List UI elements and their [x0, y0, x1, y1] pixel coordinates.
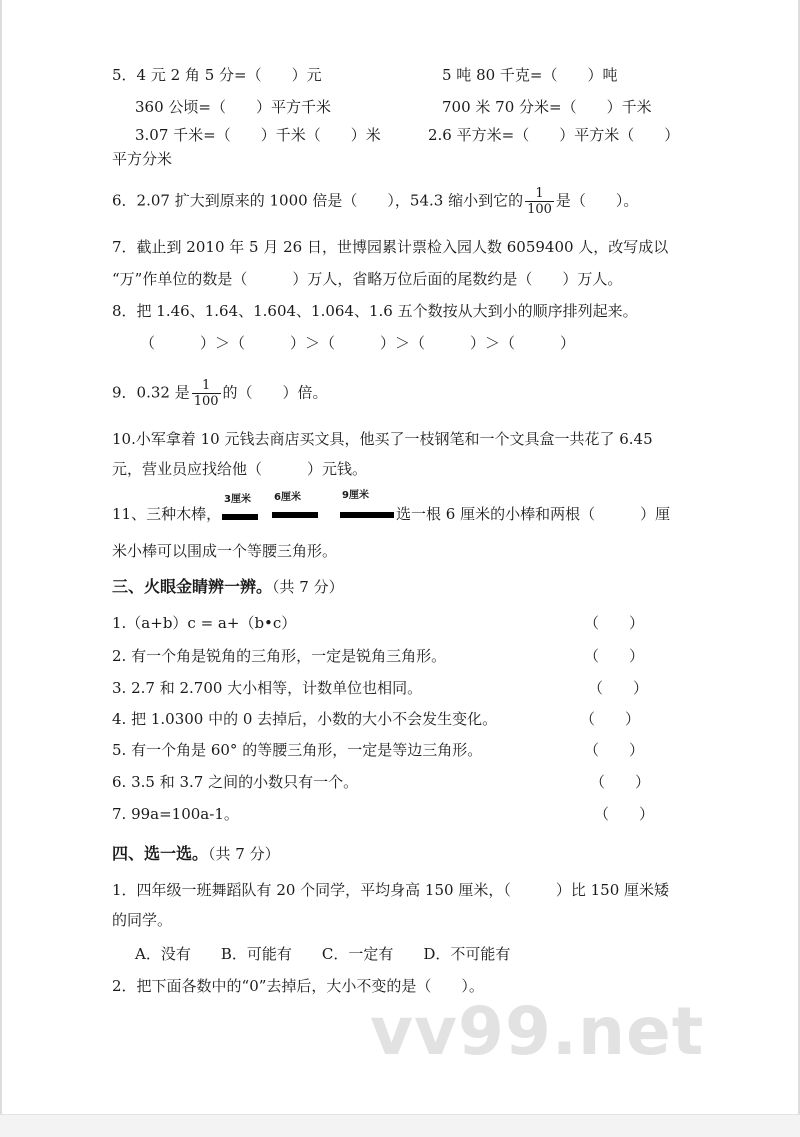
section4-heading — [112, 843, 280, 865]
q5-row4: 平方分米 — [112, 150, 173, 168]
section3-title: 三、火眼金睛辨一辨。 — [112, 577, 273, 596]
q9-fraction-numerator: 1 — [192, 378, 221, 394]
q9-line — [112, 378, 328, 409]
s4-q1-line1: 1．四年级一班舞蹈队有 20 个同学，平均身高 150 厘米，（ ）比 150 厘米矮 — [112, 881, 670, 899]
stick-9cm-bar — [340, 512, 394, 518]
section3-heading — [112, 576, 344, 598]
stick-9cm — [340, 490, 396, 518]
judge-item-2: 2. 有一个角是锐角的三角形，一定是锐角三角形。 — [112, 647, 447, 665]
stick-6cm-bar — [272, 512, 318, 518]
s4-q1-options: A．没有 B．可能有 C．一定有 D．不可能有 — [135, 945, 511, 963]
q11-suffix: 选一根 6 厘米的小棒和两根（ ）厘 — [396, 505, 671, 523]
q9-part2: 的（ ）倍。 — [222, 383, 328, 402]
judge-item-7: 7. 99a=100a-1。 — [112, 805, 239, 823]
judge-answer-2[interactable]: （ ） — [584, 647, 645, 665]
q6-fraction-denominator: 100 — [527, 202, 552, 217]
judge-answer-6[interactable]: （ ） — [590, 773, 651, 791]
judge-answer-5[interactable]: （ ） — [584, 741, 645, 759]
q5-row2-left: 360 公顷=（ ）平方千米 — [135, 98, 331, 116]
judge-answer-7[interactable]: （ ） — [594, 805, 655, 823]
judge-answer-3[interactable]: （ ） — [588, 679, 649, 697]
watermark: vv99.net — [370, 993, 705, 1070]
q6-fraction — [525, 186, 554, 217]
section4-note: （共 7 分） — [208, 845, 280, 863]
q6-fraction-numerator: 1 — [525, 186, 554, 202]
q6-part1: 6．2.07 扩大到原来的 1000 倍是（ ），54.3 缩小到它的 — [112, 191, 524, 210]
stick-6cm-label: 6厘米 — [274, 492, 301, 503]
q11-line2: 米小棒可以围成一个等腰三角形。 — [112, 542, 338, 560]
judge-answer-1[interactable]: （ ） — [584, 614, 645, 632]
q5-row1-right: 5 吨 80 千克=（ ）吨 — [442, 66, 618, 84]
section3-note: （共 7 分） — [272, 578, 344, 596]
q9-fraction-denominator: 100 — [193, 394, 219, 409]
q10-line1: 10.小军拿着 10 元钱去商店买文具，他买了一枝钢笔和一个文具盒一共花了 6.45 — [112, 430, 653, 448]
stick-9cm-label: 9厘米 — [342, 490, 369, 501]
judge-item-4: 4. 把 1.0300 中的 0 去掉后，小数的大小不会发生变化。 — [112, 710, 498, 728]
page-left-edge — [0, 0, 2, 1137]
q9-part1: 9．0.32 是 — [112, 383, 190, 402]
q10-line2: 元，营业员应找给他（ ）元钱。 — [112, 460, 368, 478]
q6-part2: 是（ ）。 — [555, 191, 639, 210]
q11-prefix: 11、三种木棒， — [112, 505, 222, 523]
judge-item-5: 5. 有一个角是 60° 的等腰三角形，一定是等边三角形。 — [112, 741, 483, 759]
s4-q2: 2．把下面各数中的“0”去掉后，大小不变的是（ ）。 — [112, 977, 484, 995]
q5-row1-left: 5．4 元 2 角 5 分=（ ）元 — [112, 66, 322, 84]
q7-line1: 7．截止到 2010 年 5 月 26 日，世博园累计票检入园人数 6059400 人，改写成以 — [112, 238, 669, 256]
judge-item-6: 6. 3.5 和 3.7 之间的小数只有一个。 — [112, 773, 359, 791]
q8-line1: 8．把 1.46、1.64、1.604、1.064、1.6 五个数按从大到小的顺序排列起来。 — [112, 302, 638, 320]
stick-3cm-label: 3厘米 — [224, 494, 251, 505]
judge-item-3: 3. 2.7 和 2.700 大小相等，计数单位也相同。 — [112, 679, 423, 697]
q5-row2-right: 700 米 70 分米=（ ）千米 — [442, 98, 652, 116]
q5-row3-right: 2.6 平方米=（ ）平方米（ ） — [428, 126, 680, 144]
stick-3cm — [222, 494, 262, 520]
judge-item-1: 1.（a+b）c = a+（b•c） — [112, 614, 297, 632]
stick-6cm — [272, 492, 322, 518]
stick-3cm-bar — [222, 514, 258, 520]
q5-row3-left: 3.07 千米=（ ）千米（ ）米 — [135, 126, 381, 144]
s4-q1-line2: 的同学。 — [112, 911, 173, 929]
q9-fraction — [192, 378, 221, 409]
q6-line — [112, 186, 638, 217]
q8-line2: （ ）＞（ ）＞（ ）＞（ ）＞（ ） — [140, 334, 576, 352]
page-footer-band — [0, 1114, 800, 1137]
judge-answer-4[interactable]: （ ） — [580, 710, 641, 728]
section4-title: 四、选一选。 — [112, 844, 209, 863]
q7-line2: “万”作单位的数是（ ）万人，省略万位后面的尾数约是（ ）万人。 — [112, 270, 623, 288]
